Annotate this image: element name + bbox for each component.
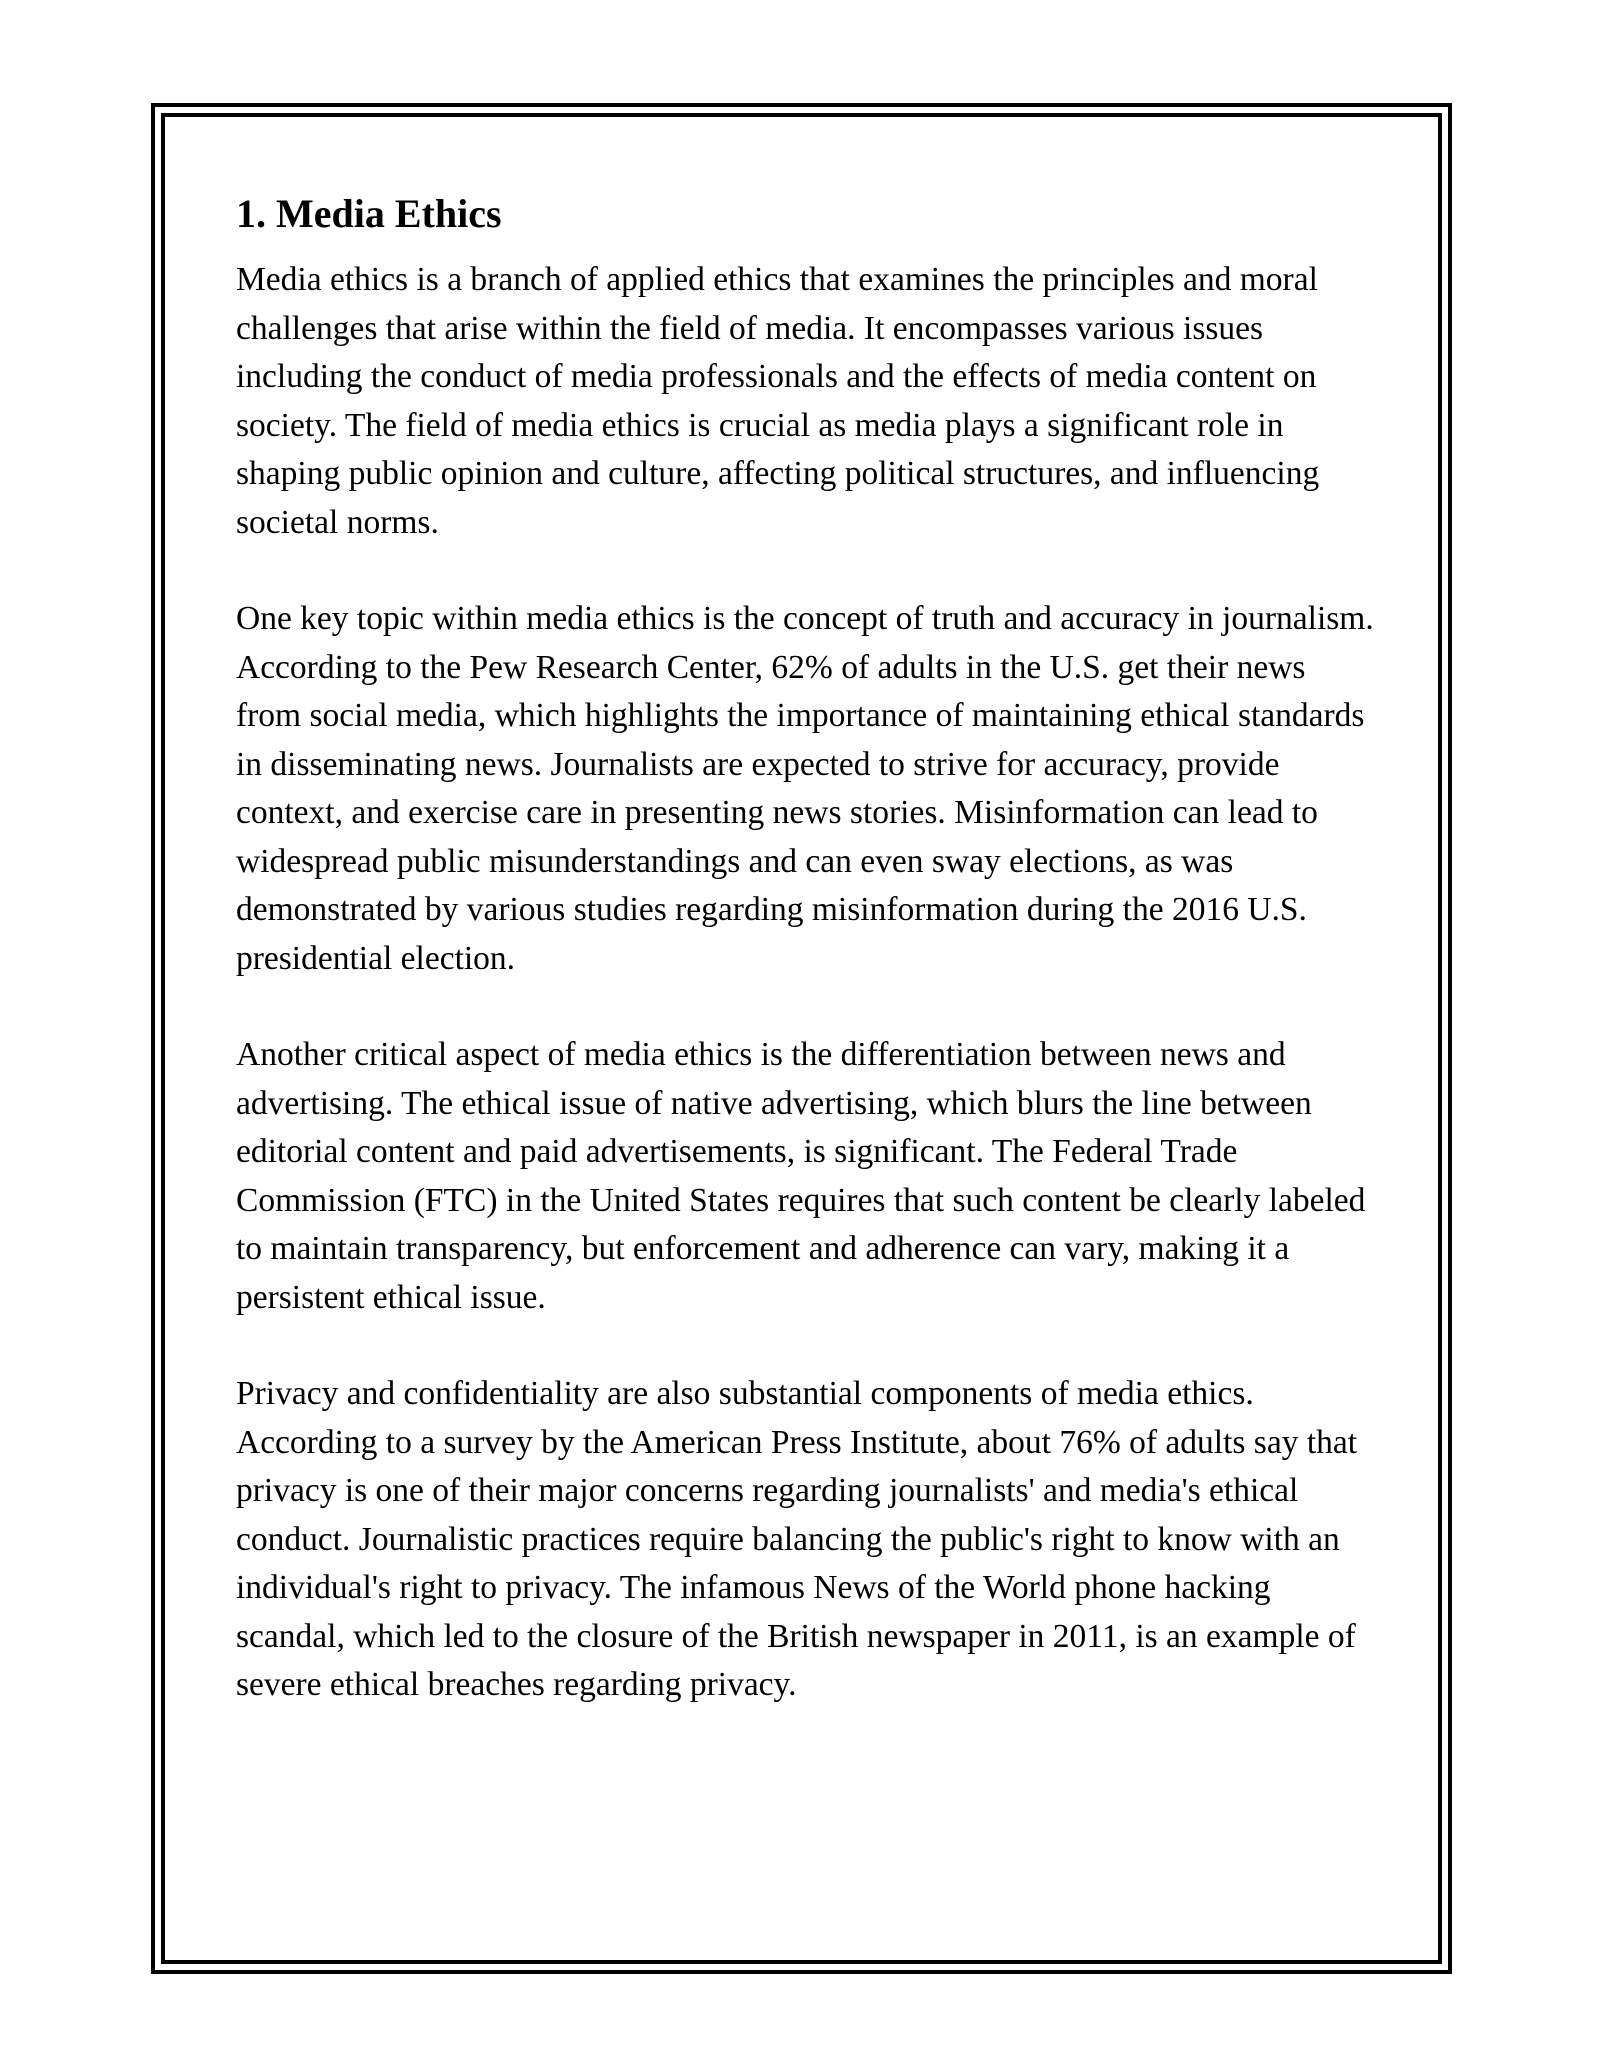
- document-body: [236, 186, 1376, 1758]
- paragraph-privacy: Privacy and confidentiality are also substantial components of media ethics. According to a survey by the American Press Institute, about 76% of adults say that privacy is one of their major concerns regarding journalists' and media's ethical conduct. Journalistic practices require balancing the public's right to know with an individual's right to privacy. The infamous News of the World phone hacking scandal, which led to the closure of the British newspaper in 2011, is an example of severe ethical breaches regarding privacy.: [236, 1375, 1358, 1703]
- paragraph-news-advertising: Another critical aspect of media ethics is the differentiation between news and advertising. The ethical issue of native advertising, which blurs the line between editorial content and paid advertisements, is significant. The Federal Trade Commission (FTC) in the United States requires that such content be clearly labeled to maintain transparency, but enforcement and adherence can vary, making it a persistent ethical issue.: [236, 1036, 1366, 1316]
- paragraph-intro: Media ethics is a branch of applied ethics that examines the principles and moral challenges that arise within the field of media. It encompasses various issues including the conduct of media professionals and the effects of media content on society. The field of media ethics is crucial as media plays a significant role in shaping public opinion and culture, affecting political structures, and influencing societal norms.: [236, 261, 1320, 541]
- paragraph-truth-accuracy: One key topic within media ethics is the concept of truth and accuracy in journalism. According to the Pew Research Center, 62% of adults in the U.S. get their news from social media, which highlights the importance of maintaining ethical standards in disseminating news. Journalists are expected to strive for accuracy, provide context, and exercise care in presenting news stories. Misinformation can lead to widespread public misunderstandings and can even sway elections, as was demonstrated by various studies regarding misinformation during the 2016 U.S. presidential election.: [236, 600, 1374, 977]
- section-heading: 1. Media Ethics: [236, 191, 502, 236]
